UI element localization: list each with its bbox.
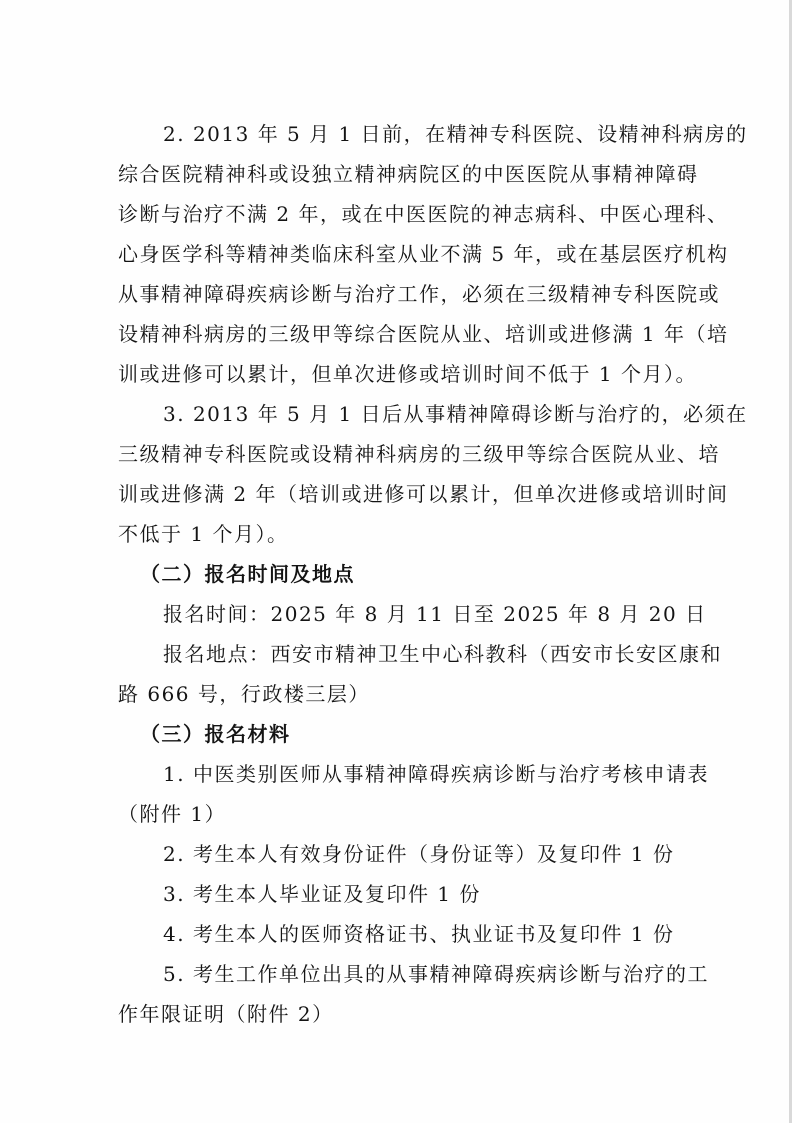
paragraph-2-line-1: 2. 2013 年 5 月 1 日前，在精神专科医院、设精神科病房的 — [163, 122, 748, 146]
registration-time: 报名时间：2025 年 8 月 11 日至 2025 年 8 月 20 日 — [163, 602, 707, 626]
material-item-3: 3. 考生本人毕业证及复印件 1 份 — [163, 882, 481, 906]
paragraph-3-line-3: 训或进修满 2 年（培训或进修可以累计，但单次进修或培训时间 — [118, 482, 729, 506]
registration-place-line-2: 路 666 号，行政楼三层） — [118, 682, 370, 706]
paragraph-2-line-6: 设精神科病房的三级甲等综合医院从业、培训或进修满 1 年（培 — [118, 322, 729, 346]
paragraph-3-line-1: 3. 2013 年 5 月 1 日后从事精神障碍诊断与治疗的，必须在 — [163, 402, 748, 426]
paragraph-2-line-7: 训或进修可以累计，但单次进修或培训时间不低于 1 个月）。 — [118, 362, 697, 386]
material-item-2: 2. 考生本人有效身份证件（身份证等）及复印件 1 份 — [163, 842, 675, 866]
material-item-4: 4. 考生本人的医师资格证书、执业证书及复印件 1 份 — [163, 922, 675, 946]
paragraph-2-line-2: 综合医院精神科或设独立精神病院区的中医医院从事精神障碍 — [118, 162, 699, 186]
paragraph-2-line-4: 心身医学科等精神类临床科室从业不满 5 年，或在基层医疗机构 — [118, 242, 729, 266]
paragraph-2-line-5: 从事精神障碍疾病诊断与治疗工作，必须在三级精神专科医院或 — [118, 282, 720, 306]
section-heading-registration-materials: （三）报名材料 — [140, 722, 291, 746]
section-heading-registration-time-place: （二）报名时间及地点 — [140, 562, 355, 586]
paragraph-3-line-2: 三级精神专科医院或设精神科病房的三级甲等综合医院从业、培 — [118, 442, 720, 466]
registration-place-line-1: 报名地点：西安市精神卫生中心科教科（西安市长安区康和 — [163, 642, 722, 666]
paragraph-2-line-3: 诊断与治疗不满 2 年，或在中医医院的神志病科、中医心理科、 — [118, 202, 729, 226]
paragraph-3-line-4: 不低于 1 个月）。 — [118, 522, 289, 546]
material-item-1-line-1: 1. 中医类别医师从事精神障碍疾病诊断与治疗考核申请表 — [163, 762, 709, 786]
material-item-5-line-1: 5. 考生工作单位出具的从事精神障碍疾病诊断与治疗的工 — [163, 962, 709, 986]
material-item-5-line-2: 作年限证明（附件 2） — [118, 1002, 334, 1026]
material-item-1-line-2: （附件 1） — [118, 802, 227, 826]
